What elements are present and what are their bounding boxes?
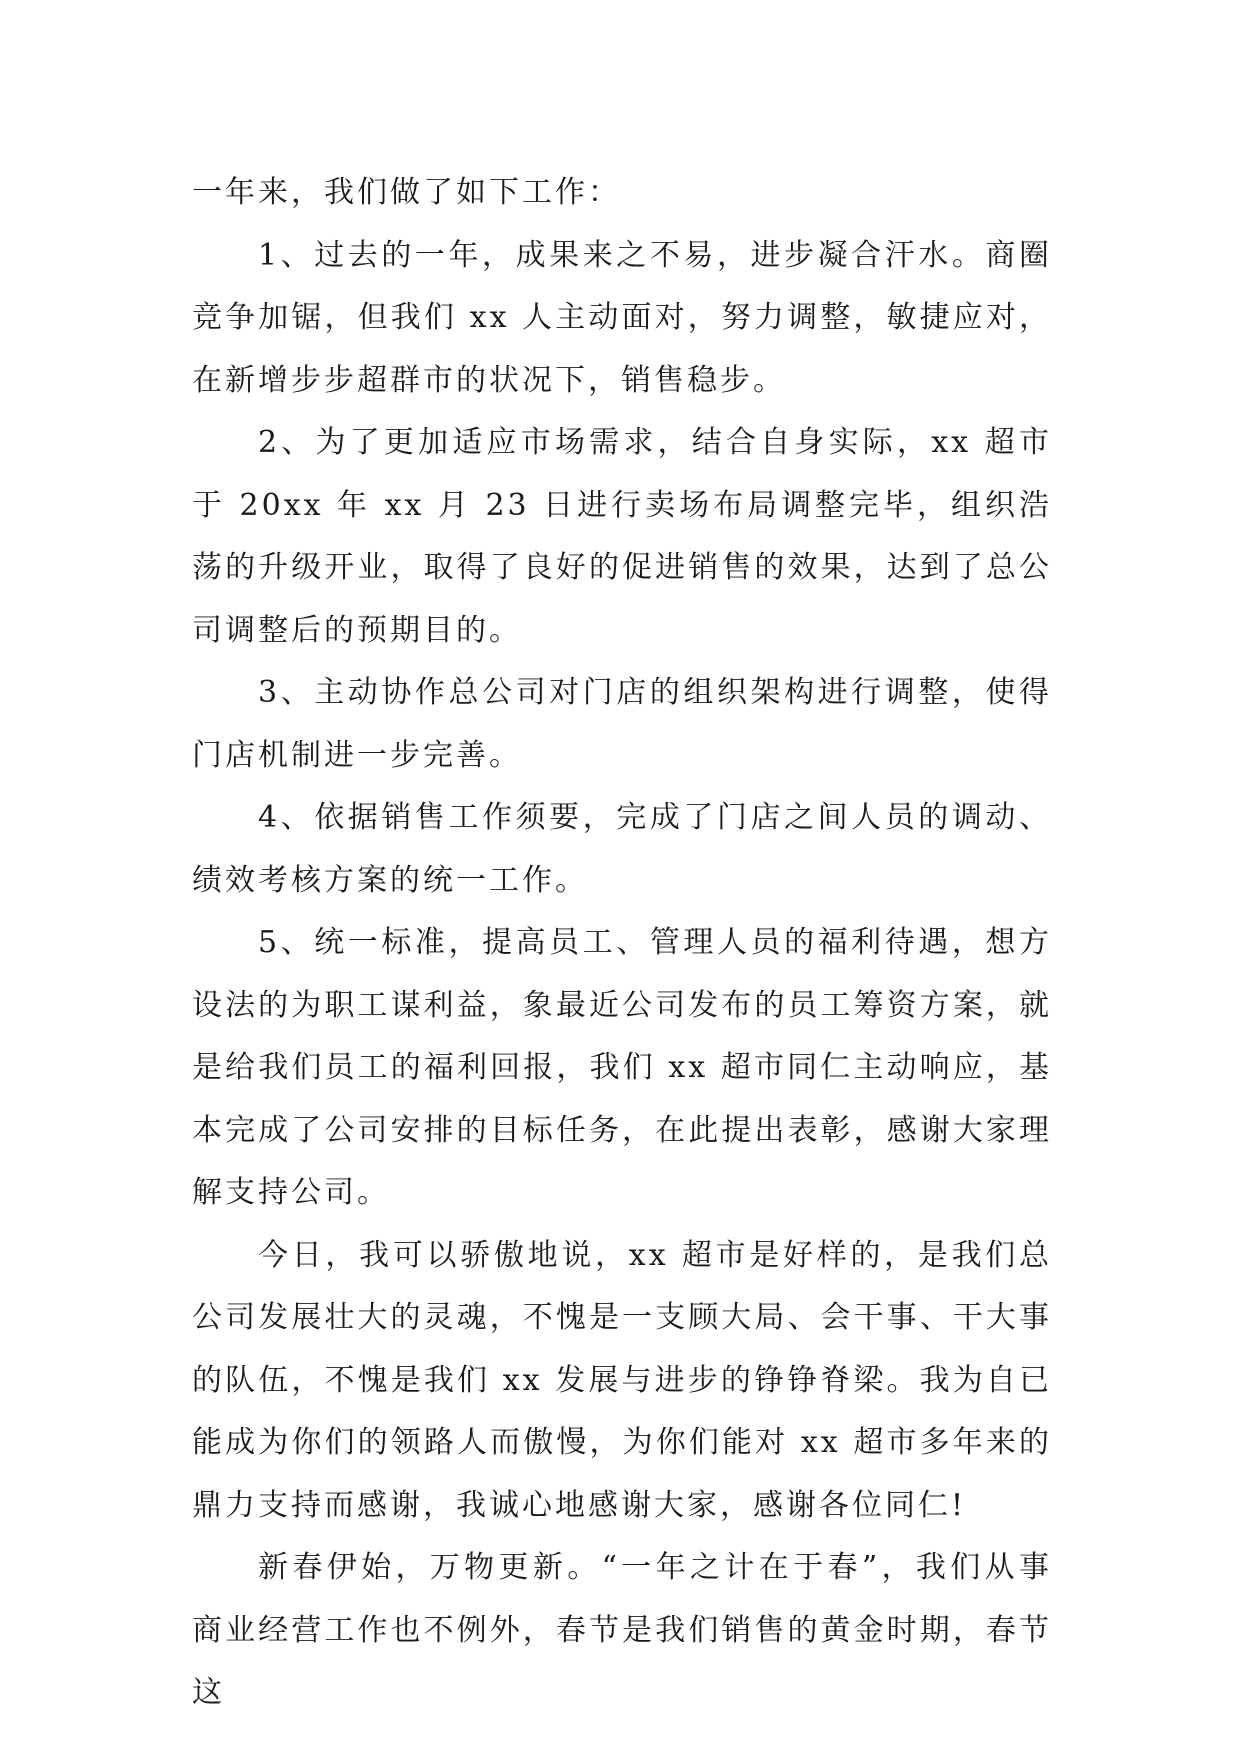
paragraph-today: 今日，我可以骄傲地说，xx 超市是好样的，是我们总公司发展壮大的灵魂，不愧是一支顾大局、会干事、干大事的队伍，不愧是我们 xx 发展与进步的铮铮脊梁。我为自已能成为你们的领路人而傲慢，为你们能对 xx 超市多年来的鼎力支持而感谢，我诚心地感谢大家，感谢各位同仁! — [192, 1237, 1052, 1523]
paragraph-item-4: 4、依据销售工作须要，完成了门店之间人员的调动、绩效考核方案的统一工作。 — [192, 800, 1052, 898]
document-body — [192, 162, 1052, 1725]
paragraph-intro: 一年来，我们做了如下工作： — [192, 175, 621, 210]
paragraph-item-5: 5、统一标准，提高员工、管理人员的福利待遇，想方设法的为职工谋利益，象最近公司发布的员工筹资方案，就是给我们员工的福利回报，我们 xx 超市同仁主动响应，基本完成了公司安排的目标任务，在此提出表彰，感谢大家理解支持公司。 — [192, 925, 1052, 1210]
paragraph-item-3: 3、主动协作总公司对门店的组织架构进行调整，使得门店机制进一步完善。 — [192, 675, 1052, 773]
paragraph-new-year: 新春伊始，万物更新。“一年之计在于春”，我们从事商业经营工作也不例外，春节是我们销售的黄金时期，春节这 — [192, 1550, 1052, 1710]
paragraph-item-2: 2、为了更加适应市场需求，结合自身实际，xx 超市于 20xx 年 xx 月 23 日进行卖场布局调整完毕，组织浩荡的升级开业，取得了良好的促进销售的效果，达到了总公司调整后的预期目的。 — [192, 425, 1052, 648]
paragraph-item-1: 1、过去的一年，成果来之不易，进步凝合汗水。商圈竞争加锯，但我们 xx 人主动面对，努力调整，敏捷应对，在新增步步超群市的状况下，销售稳步。 — [192, 237, 1052, 398]
